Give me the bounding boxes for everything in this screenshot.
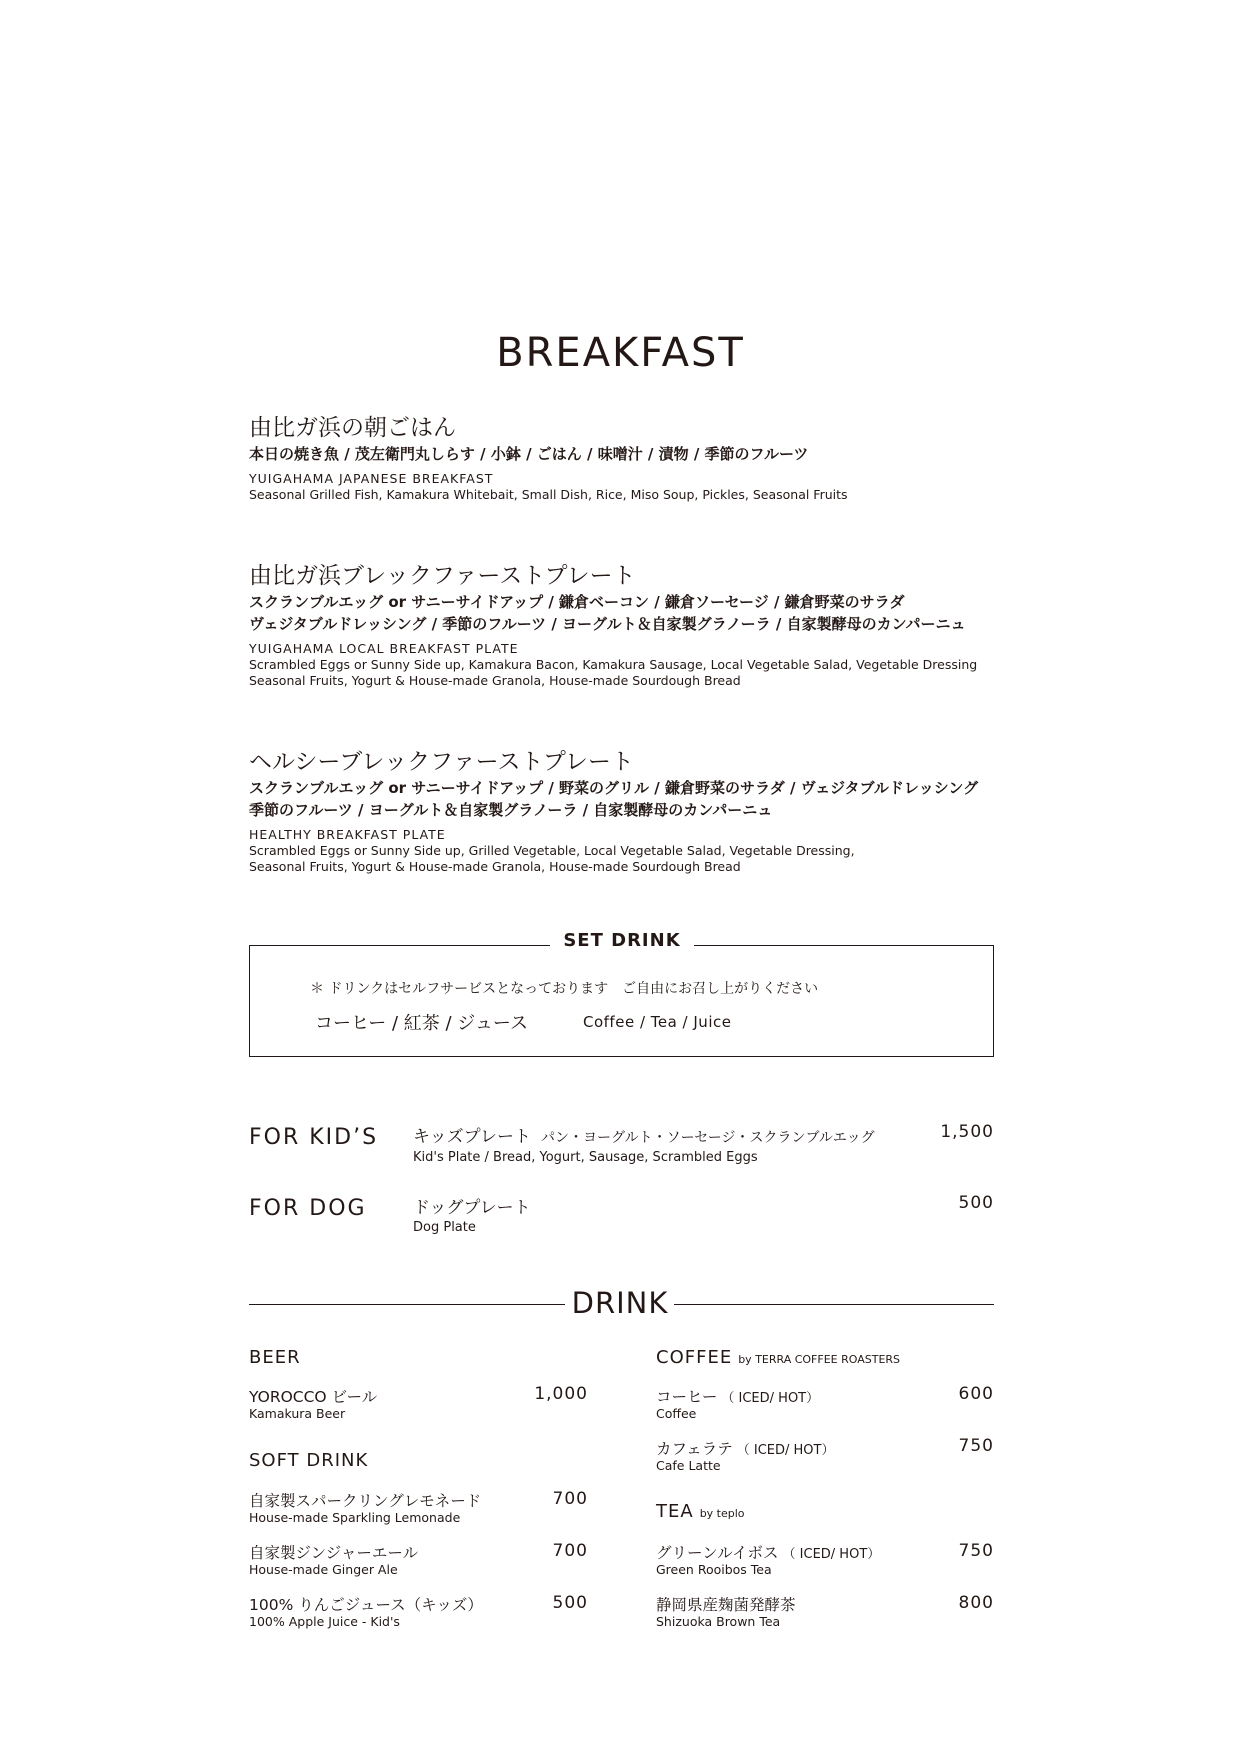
drink-price: 1,000: [534, 1384, 588, 1404]
coffee-roaster: by TERRA COFFEE ROASTERS: [738, 1353, 901, 1366]
breakfast-title: BREAKFAST: [496, 330, 745, 376]
kids-plate-price: 1,500: [940, 1122, 994, 1142]
dog-category: FOR DOG: [249, 1196, 367, 1221]
kids-plate-contents: パン・ヨーグルト・ソーセージ・スクランブルエッグ: [540, 1130, 875, 1146]
drink-name-jp: カフェラテ: [656, 1440, 733, 1458]
drink-en: House-made Ginger Ale: [249, 1562, 398, 1577]
drink-price: 750: [958, 1436, 994, 1456]
coffee-heading-label: COFFEE: [656, 1347, 733, 1368]
drink-en: Shizuoka Brown Tea: [656, 1614, 781, 1629]
drink-name: [656, 1437, 834, 1459]
menu-item-local-breakfast-plate: [249, 561, 1009, 689]
drink-price: 500: [552, 1593, 588, 1613]
kids-category: FOR KID’S: [249, 1125, 379, 1150]
drink-temp: （ ICED/ HOT）: [782, 1547, 881, 1562]
item-en-desc: Seasonal Grilled Fish, Kamakura Whitebait, Small Dish, Rice, Miso Soup, Pickles, Seasonal Fruits: [249, 487, 848, 502]
item-desc: スクランブルエッグ or サニーサイドアップ / 野菜のグリル / 鎌倉野菜のサラダ / ヴェジタブルドレッシング: [249, 779, 979, 797]
item-en-desc: Seasonal Fruits, Yogurt & House-made Granola, House-made Sourdough Bread: [249, 673, 741, 688]
set-drink-options-en: Coffee / Tea / Juice: [583, 1013, 732, 1031]
kids-plate-title: キッズプレート: [413, 1127, 531, 1147]
kids-plate-en: Kid's Plate / Bread, Yogurt, Sausage, Scrambled Eggs: [413, 1150, 758, 1165]
drink-name: [656, 1385, 819, 1407]
drink-divider-left: [249, 1304, 565, 1305]
item-desc: 本日の焼き魚 / 茂左衛門丸しらす / 小鉢 / ごはん / 味噌汁 / 漬物 / 季節のフルーツ: [249, 445, 809, 463]
item-en-desc: Seasonal Fruits, Yogurt & House-made Granola, House-made Sourdough Bread: [249, 859, 741, 874]
set-drink-options-jp: コーヒー / 紅茶 / ジュース: [315, 1013, 529, 1034]
drink-en: Cafe Latte: [656, 1458, 721, 1473]
drink-en: Coffee: [656, 1406, 697, 1421]
item-en-desc: Scrambled Eggs or Sunny Side up, Kamakura Bacon, Kamakura Sausage, Local Vegetable Salad, Vegetable Dressing: [249, 657, 978, 672]
drink-title: DRINK: [571, 1286, 669, 1320]
dog-plate-name: ドッグプレート: [413, 1198, 531, 1218]
set-drink-label: SET DRINK: [550, 930, 694, 951]
menu-item-japanese-breakfast: [249, 413, 1009, 503]
drink-en: 100% Apple Juice - Kid's: [249, 1614, 400, 1629]
item-en-name: YUIGAHAMA JAPANESE BREAKFAST: [249, 471, 494, 486]
drink-name: 静岡県産麹菌発酵茶: [656, 1596, 796, 1614]
drink-name: 自家製ジンジャーエール: [249, 1544, 419, 1562]
drink-en: House-made Sparkling Lemonade: [249, 1510, 461, 1525]
drink-name: 自家製スパークリングレモネード: [249, 1492, 482, 1510]
drink-price: 600: [958, 1384, 994, 1404]
item-desc: 季節のフルーツ / ヨーグルト＆自家製グラノーラ / 自家製酵母のカンパーニュ: [249, 801, 773, 819]
item-title: 由比ガ浜ブレックファーストプレート: [249, 563, 636, 589]
set-drink-box: [249, 945, 994, 1057]
item-title: 由比ガ浜の朝ごはん: [249, 415, 456, 441]
menu-item-healthy-breakfast-plate: [249, 747, 1009, 875]
drink-name-jp: コーヒー: [656, 1388, 718, 1406]
drink-price: 700: [552, 1489, 588, 1509]
beer-heading: BEER: [249, 1347, 301, 1368]
dog-plate-price: 500: [958, 1193, 994, 1213]
item-title: ヘルシーブレックファーストプレート: [249, 749, 634, 775]
drink-name: YOROCCO ビール: [249, 1388, 378, 1406]
coffee-heading: [656, 1347, 900, 1368]
drink-en: Kamakura Beer: [249, 1406, 346, 1421]
soft-drink-heading: SOFT DRINK: [249, 1450, 369, 1471]
drink-divider-right: [674, 1304, 994, 1305]
drink-en: Green Rooibos Tea: [656, 1562, 772, 1577]
drink-name: 100% りんごジュース（キッズ）: [249, 1596, 483, 1614]
item-en-name: YUIGAHAMA LOCAL BREAKFAST PLATE: [249, 641, 519, 656]
item-en-desc: Scrambled Eggs or Sunny Side up, Grilled Vegetable, Local Vegetable Salad, Vegetable Dressing,: [249, 843, 855, 858]
drink-temp: （ ICED/ HOT）: [736, 1443, 835, 1458]
tea-heading-label: TEA: [656, 1501, 694, 1522]
tea-heading: [656, 1501, 745, 1522]
item-desc: スクランブルエッグ or サニーサイドアップ / 鎌倉ベーコン / 鎌倉ソーセージ / 鎌倉野菜のサラダ: [249, 593, 905, 611]
drink-temp: （ ICED/ HOT）: [721, 1391, 820, 1406]
dog-plate-en: Dog Plate: [413, 1220, 476, 1235]
drink-price: 800: [958, 1593, 994, 1613]
drink-price: 700: [552, 1541, 588, 1561]
tea-brand: by teplo: [699, 1507, 745, 1520]
item-en-name: HEALTHY BREAKFAST PLATE: [249, 827, 446, 842]
drink-name-jp: グリーンルイボス: [656, 1544, 779, 1562]
drink-price: 750: [958, 1541, 994, 1561]
item-desc: ヴェジタブルドレッシング / 季節のフルーツ / ヨーグルト＆自家製グラノーラ / 自家製酵母のカンパーニュ: [249, 615, 966, 633]
set-drink-note: ＊ ドリンクはセルフサービスとなっております ご自由にお召し上がりください: [310, 981, 819, 997]
kids-plate-name: [413, 1122, 875, 1147]
drink-name: [656, 1541, 880, 1563]
